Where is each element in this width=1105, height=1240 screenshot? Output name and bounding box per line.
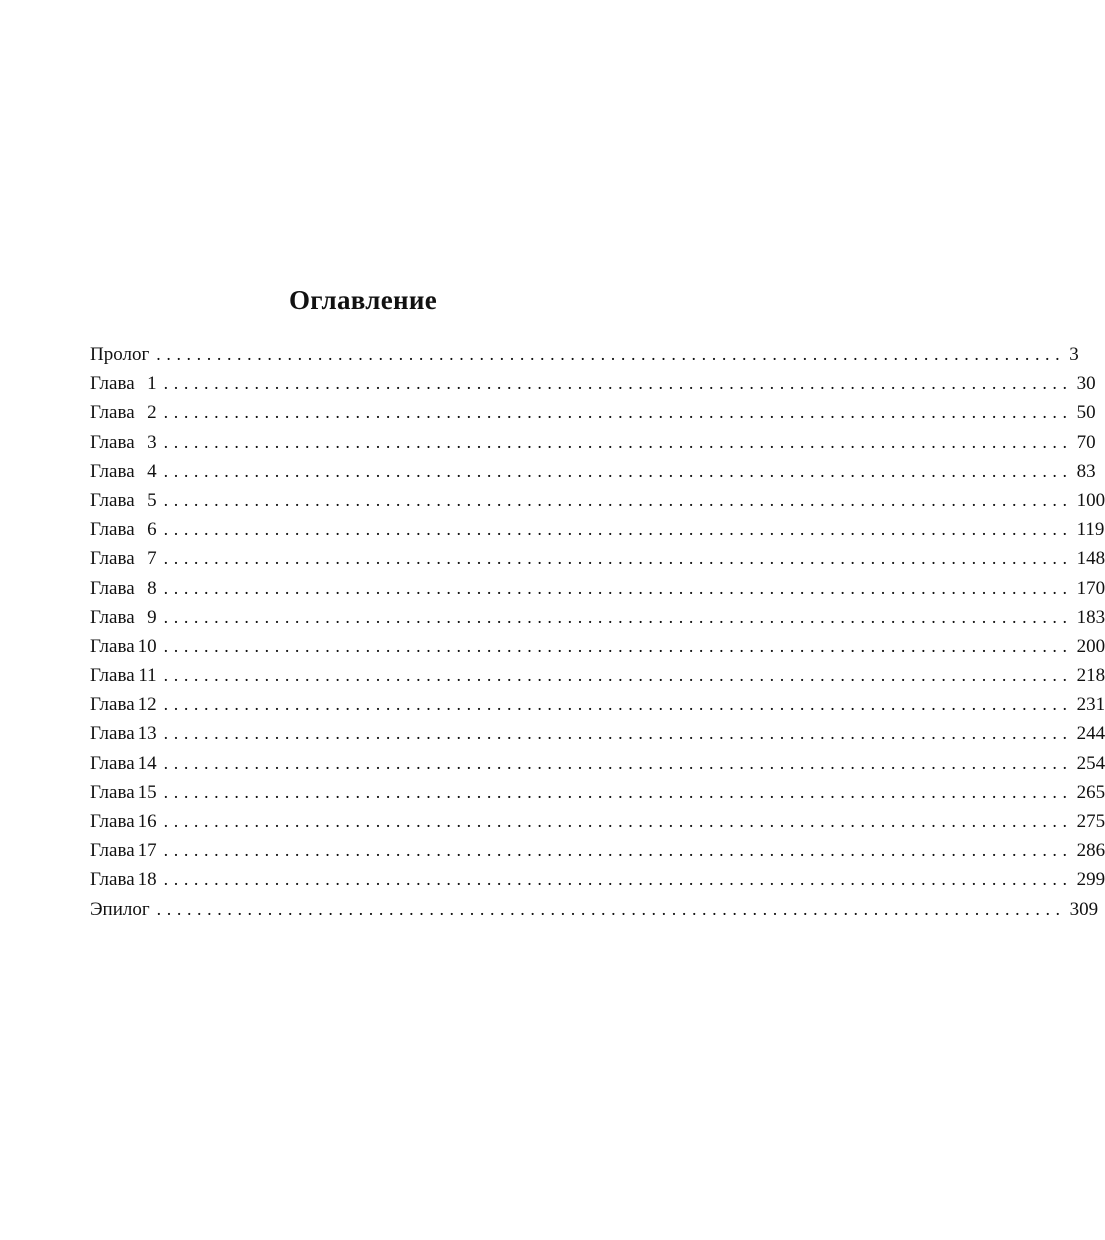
toc-entry-number: 3 xyxy=(147,431,157,453)
toc-entry xyxy=(90,603,1105,632)
toc-entry-title: Глава xyxy=(90,665,135,687)
toc-entry-label xyxy=(90,749,164,778)
dot-leader: .......................................................................................... xyxy=(163,606,1073,627)
toc-entry xyxy=(90,836,1105,865)
toc-entry xyxy=(90,486,1105,515)
toc-entry-title: Глава xyxy=(90,811,135,832)
toc-entry-label xyxy=(90,778,164,807)
dot-leader: .......................................................................................... xyxy=(163,402,1073,423)
toc-entry-page: 3 xyxy=(1069,344,1079,365)
toc-entry-page: 50 xyxy=(1076,402,1096,424)
toc-entry-number: 9 xyxy=(147,606,157,628)
toc-entry-title: Глава xyxy=(90,460,135,482)
toc-entry-title: Глава xyxy=(90,489,135,511)
toc-entry-page: 183 xyxy=(1076,606,1105,628)
toc-entry xyxy=(90,632,1105,661)
toc-entry-label xyxy=(90,690,164,719)
toc-entry-title: Глава xyxy=(90,752,135,774)
toc-entry-title: Пролог xyxy=(90,344,150,365)
toc-entry-title: Эпилог xyxy=(90,898,150,920)
toc-entry-page: 218 xyxy=(1076,665,1105,687)
toc-entry-label xyxy=(90,603,164,632)
toc-entry xyxy=(90,574,1105,603)
toc-entry-label xyxy=(90,428,164,457)
toc-entry-title: Глава xyxy=(90,869,135,891)
toc-entry-label xyxy=(90,661,164,690)
toc-entry-label xyxy=(90,486,164,515)
toc-entry-label xyxy=(90,398,164,427)
toc-entry-page: 83 xyxy=(1076,460,1096,482)
dot-leader: .......................................................................................... xyxy=(163,869,1073,890)
dot-leader: .......................................................................................... xyxy=(156,898,1066,919)
toc-entry xyxy=(90,340,1079,369)
toc-entry xyxy=(90,749,1105,778)
toc-entry xyxy=(90,544,1105,573)
toc-entry-number: 17 xyxy=(137,840,157,862)
toc-entry-page: 254 xyxy=(1076,752,1105,774)
toc-entry-title: Глава xyxy=(90,635,135,657)
toc-entry-title: Глава xyxy=(90,519,135,541)
dot-leader: .......................................................................................... xyxy=(163,373,1073,394)
toc-entry xyxy=(90,369,1096,398)
toc-entry-page: 299 xyxy=(1076,869,1105,891)
toc-entry-label xyxy=(90,544,164,573)
toc-entry-title: Глава xyxy=(90,840,135,862)
dot-leader: .......................................................................................... xyxy=(163,723,1073,744)
toc-entry-number: 4 xyxy=(147,460,157,482)
toc-entry-label xyxy=(90,865,164,894)
toc-entry-page: 244 xyxy=(1076,723,1105,745)
toc-entry-number: 6 xyxy=(147,519,157,541)
toc-entry-number: 1 xyxy=(147,373,157,395)
toc-entry-title: Глава xyxy=(90,373,135,395)
toc-entry-page: 275 xyxy=(1076,811,1105,832)
dot-leader: .......................................................................................... xyxy=(163,519,1073,540)
toc-entry xyxy=(90,398,1096,427)
dot-leader: .......................................................................................... xyxy=(163,548,1073,569)
toc-entry-page: 231 xyxy=(1076,694,1105,716)
toc-entry-label xyxy=(90,574,164,603)
toc-entry-title: Глава xyxy=(90,723,135,745)
dot-leader: .......................................................................................... xyxy=(163,752,1073,773)
toc-entry xyxy=(90,719,1105,748)
toc-entry-label xyxy=(90,340,156,369)
toc-entry-page: 70 xyxy=(1076,431,1096,453)
toc-entry-number: 11 xyxy=(138,665,157,687)
toc-entry xyxy=(90,515,1105,544)
toc-entry-page: 30 xyxy=(1076,373,1096,395)
toc-entry-label xyxy=(90,369,164,398)
dot-leader: .......................................................................................... xyxy=(156,344,1066,364)
toc-entry-label xyxy=(90,515,164,544)
toc-entry-number: 15 xyxy=(137,781,157,803)
toc-entry xyxy=(90,457,1096,486)
toc-entry-page: 170 xyxy=(1076,577,1105,599)
dot-leader: .......................................................................................... xyxy=(163,840,1073,861)
toc-entry xyxy=(90,661,1105,690)
toc-entry-page: 200 xyxy=(1076,635,1105,657)
dot-leader: .......................................................................................... xyxy=(163,811,1073,831)
dot-leader: .......................................................................................... xyxy=(163,635,1073,656)
toc-entry-title: Глава xyxy=(90,606,135,628)
toc-entry-page: 119 xyxy=(1076,519,1105,541)
toc-entry-number: 8 xyxy=(147,577,157,599)
dot-leader: .......................................................................................... xyxy=(163,431,1073,452)
toc-entry-label xyxy=(90,807,164,836)
toc-entry-number: 5 xyxy=(147,489,157,511)
toc-entry-label xyxy=(90,836,164,865)
toc-entry-number: 10 xyxy=(137,635,157,657)
toc-entry-page: 286 xyxy=(1076,840,1105,862)
toc-entry xyxy=(90,895,1099,924)
toc-entry xyxy=(90,778,1105,807)
toc-entry-label xyxy=(90,895,157,924)
toc-entry xyxy=(90,690,1105,719)
toc-entry xyxy=(90,865,1105,894)
toc-entry-number: 14 xyxy=(137,752,157,774)
toc-entry-number: 7 xyxy=(147,548,157,570)
toc-entry-number: 16 xyxy=(137,811,157,832)
toc-entry-label xyxy=(90,719,164,748)
toc-entry-title: Глава xyxy=(90,431,135,453)
page-title: Оглавление xyxy=(289,285,437,315)
toc-entry-number: 18 xyxy=(137,869,157,891)
dot-leader: .......................................................................................... xyxy=(163,665,1073,686)
toc-entry-page: 148 xyxy=(1076,548,1105,570)
toc-entry xyxy=(90,428,1096,457)
dot-leader: .......................................................................................... xyxy=(163,781,1073,802)
toc-entry-title: Глава xyxy=(90,577,135,599)
dot-leader: .......................................................................................... xyxy=(163,460,1073,481)
toc-entry-title: Глава xyxy=(90,548,135,570)
toc-entry-title: Глава xyxy=(90,694,135,716)
table-of-contents xyxy=(90,340,1105,924)
toc-entry-label xyxy=(90,457,164,486)
toc-entry-number: 13 xyxy=(137,723,157,745)
toc-entry xyxy=(90,807,1105,836)
toc-entry-number: 12 xyxy=(137,694,157,716)
dot-leader: .......................................................................................... xyxy=(163,694,1073,715)
toc-entry-title: Глава xyxy=(90,402,135,424)
toc-entry-page: 265 xyxy=(1076,781,1105,803)
dot-leader: .......................................................................................... xyxy=(163,577,1073,598)
toc-entry-page: 309 xyxy=(1069,898,1099,920)
toc-entry-page: 100 xyxy=(1076,489,1105,511)
dot-leader: .......................................................................................... xyxy=(163,489,1073,510)
toc-entry-label xyxy=(90,632,164,661)
toc-entry-number: 2 xyxy=(147,402,157,424)
toc-entry-title: Глава xyxy=(90,781,135,803)
